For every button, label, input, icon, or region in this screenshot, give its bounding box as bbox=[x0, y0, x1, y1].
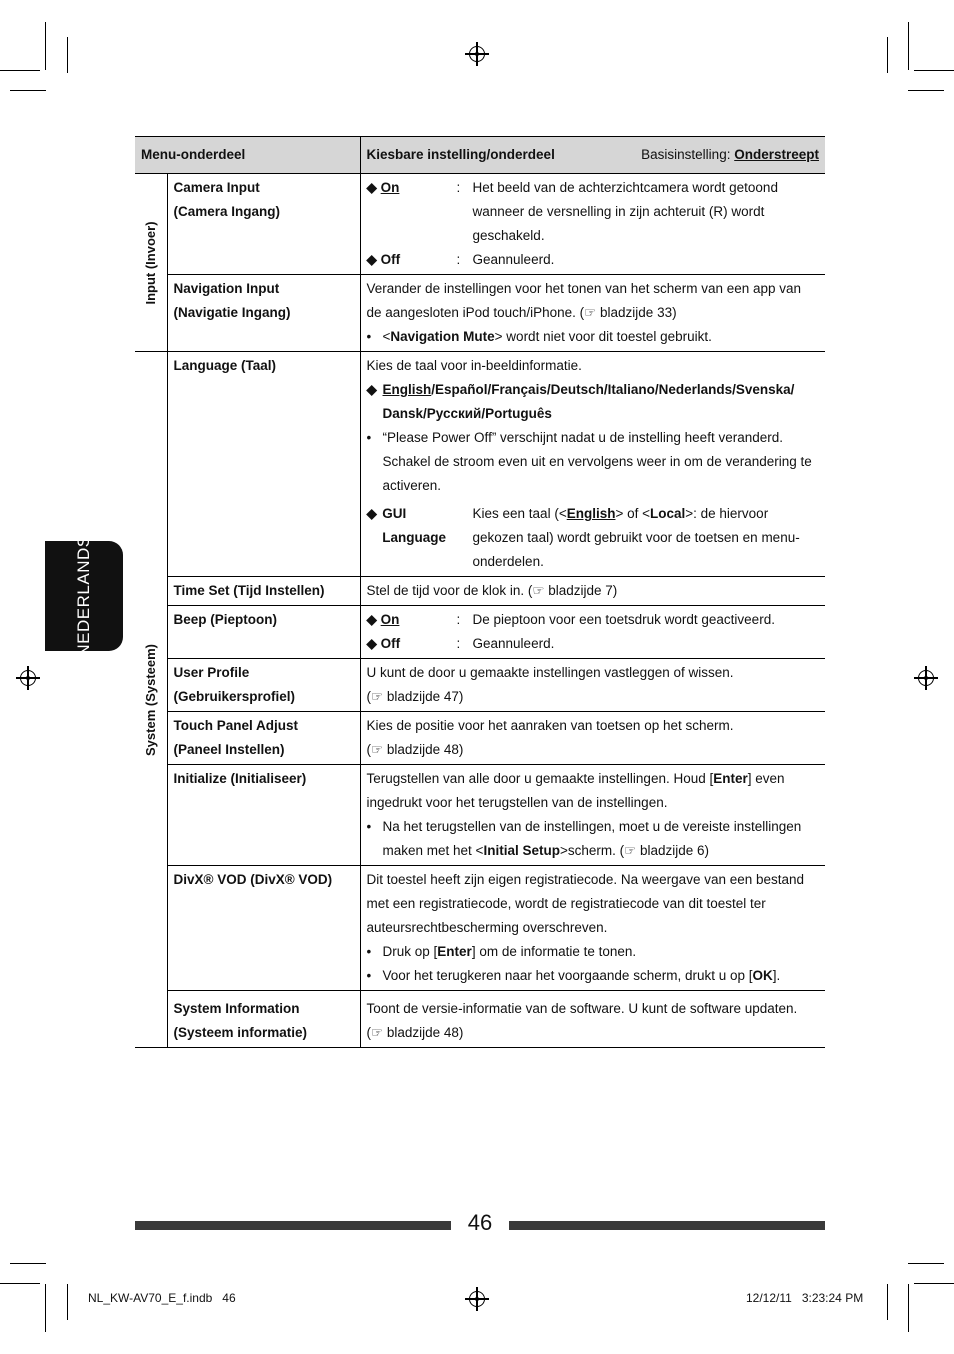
crop-mark bbox=[45, 1284, 46, 1332]
menu-beep: Beep (Pieptoon) bbox=[167, 606, 360, 659]
registration-mark-icon bbox=[16, 666, 40, 690]
table-row bbox=[135, 991, 825, 1048]
footer-timestamp: 12/12/11 3:23:24 PM bbox=[746, 1291, 864, 1305]
table-row bbox=[135, 659, 825, 712]
setting-system-information: Toont de versie-informatie van de software. U kunt de software updaten. (☞ bladzijde 48) bbox=[360, 991, 825, 1048]
header-setting bbox=[360, 137, 825, 174]
menu-user-profile: User Profile (Gebruikersprofiel) bbox=[167, 659, 360, 712]
crop-mark bbox=[45, 22, 46, 70]
settings-table bbox=[135, 136, 825, 1048]
crop-mark bbox=[908, 90, 944, 91]
setting-navigation-input: Verander de instellingen voor het tonen van het scherm van een app van de aangesloten iPod touch/iPhone. (☞ bladzijde 33) • <Navigation Mute> wordt niet voor dit toestel gebruikt. bbox=[360, 275, 825, 352]
crop-mark bbox=[908, 1263, 944, 1264]
crop-mark bbox=[914, 70, 954, 71]
crop-mark bbox=[0, 1283, 40, 1284]
crop-mark bbox=[67, 1284, 68, 1320]
footer-bar-right bbox=[509, 1221, 825, 1230]
menu-system-information: System Information (Systeem informatie) bbox=[167, 991, 360, 1048]
registration-mark-icon bbox=[914, 666, 938, 690]
setting-user-profile: U kunt de door u gemaakte instellingen vastleggen of wissen. (☞ bladzijde 47) bbox=[360, 659, 825, 712]
setting-language: Kies de taal voor in-beeldinformatie. ◆ English/Español/Français/Deutsch/Italiano/Nederlands/Svenska/ Dansk/Русский/Português • “Please Power Off” verschijnt nadat u de instelling heeft veranderd. Schakel de stroom even uit en vervolgens weer in om de verandering te activeren. ◆ GUI Language Kies een taal (<English> of <Local>: de hiervoor gekozen taal) wordt gebruikt voor de toetsen en menu-onderdelen. bbox=[360, 352, 825, 577]
table-row bbox=[135, 606, 825, 659]
crop-mark bbox=[908, 1284, 909, 1332]
table-row bbox=[135, 174, 825, 275]
menu-time-set: Time Set (Tijd Instellen) bbox=[167, 577, 360, 606]
group-system: System (Systeem) bbox=[135, 352, 167, 1048]
table-row bbox=[135, 352, 825, 577]
crop-mark bbox=[0, 70, 40, 71]
side-tab-label: NEDERLANDS bbox=[74, 535, 93, 657]
setting-camera-input: ◆ On : Het beeld van de achterzichtcamera wordt getoond wanneer de versnelling in zijn achteruit (R) wordt geschakeld. ◆ Off : Geannuleerd. bbox=[360, 174, 825, 275]
table-header bbox=[135, 137, 825, 174]
menu-language: Language (Taal) bbox=[167, 352, 360, 577]
crop-mark bbox=[887, 1284, 888, 1320]
table-row bbox=[135, 765, 825, 866]
crop-mark bbox=[908, 22, 909, 70]
setting-initialize: Terugstellen van alle door u gemaakte instellingen. Houd [Enter] even ingedrukt voor het terugstellen van de instellingen. • Na het terugstellen van de instellingen, moet u de vereiste instellingen maken met het <Initial Setup>scherm. (☞ bladzijde 6) bbox=[360, 765, 825, 866]
setting-beep: ◆ On : De pieptoon voor een toetsdruk wordt geactiveerd. ◆ Off : Geannuleerd. bbox=[360, 606, 825, 659]
menu-navigation-input: Navigation Input (Navigatie Ingang) bbox=[167, 275, 360, 352]
footer-bar-left bbox=[135, 1221, 451, 1230]
crop-mark bbox=[10, 90, 46, 91]
crop-mark bbox=[10, 1263, 46, 1264]
header-setting-label: Kiesbare instelling/onderdeel bbox=[366, 147, 555, 162]
group-input: Input (Invoer) bbox=[135, 174, 167, 352]
crop-mark bbox=[887, 37, 888, 73]
setting-time-set: Stel de tijd voor de klok in. (☞ bladzijde 7) bbox=[360, 577, 825, 606]
header-menu: Menu-onderdeel bbox=[135, 137, 360, 174]
menu-divx: DivX® VOD (DivX® VOD) bbox=[167, 866, 360, 991]
setting-divx: Dit toestel heeft zijn eigen registratiecode. Na weergave van een bestand met een registratiecode, wordt de registratiecode van dit toestel ter auteursrechtbescherming overschreven. • Druk op [Enter] om de informatie te tonen. • Voor het terugkeren naar het voorgaande scherm, drukt u op [OK]. bbox=[360, 866, 825, 991]
table-row bbox=[135, 712, 825, 765]
table-row bbox=[135, 866, 825, 991]
table-row bbox=[135, 275, 825, 352]
menu-camera-input: Camera Input (Camera Ingang) bbox=[167, 174, 360, 275]
menu-initialize: Initialize (Initialiseer) bbox=[167, 765, 360, 866]
setting-touch-panel: Kies de positie voor het aanraken van toetsen op het scherm. (☞ bladzijde 48) bbox=[360, 712, 825, 765]
language-side-tab bbox=[45, 535, 123, 657]
footer-file-name: NL_KW-AV70_E_f.indb 46 bbox=[88, 1291, 236, 1305]
registration-mark-icon bbox=[465, 1287, 489, 1311]
registration-mark-icon bbox=[465, 42, 489, 66]
menu-touch-panel: Touch Panel Adjust (Paneel Instellen) bbox=[167, 712, 360, 765]
page-number: 46 bbox=[467, 1210, 493, 1235]
table-row bbox=[135, 577, 825, 606]
crop-mark bbox=[67, 37, 68, 73]
crop-mark bbox=[914, 1283, 954, 1284]
header-basis: Basisinstelling: Onderstreept bbox=[641, 147, 819, 162]
